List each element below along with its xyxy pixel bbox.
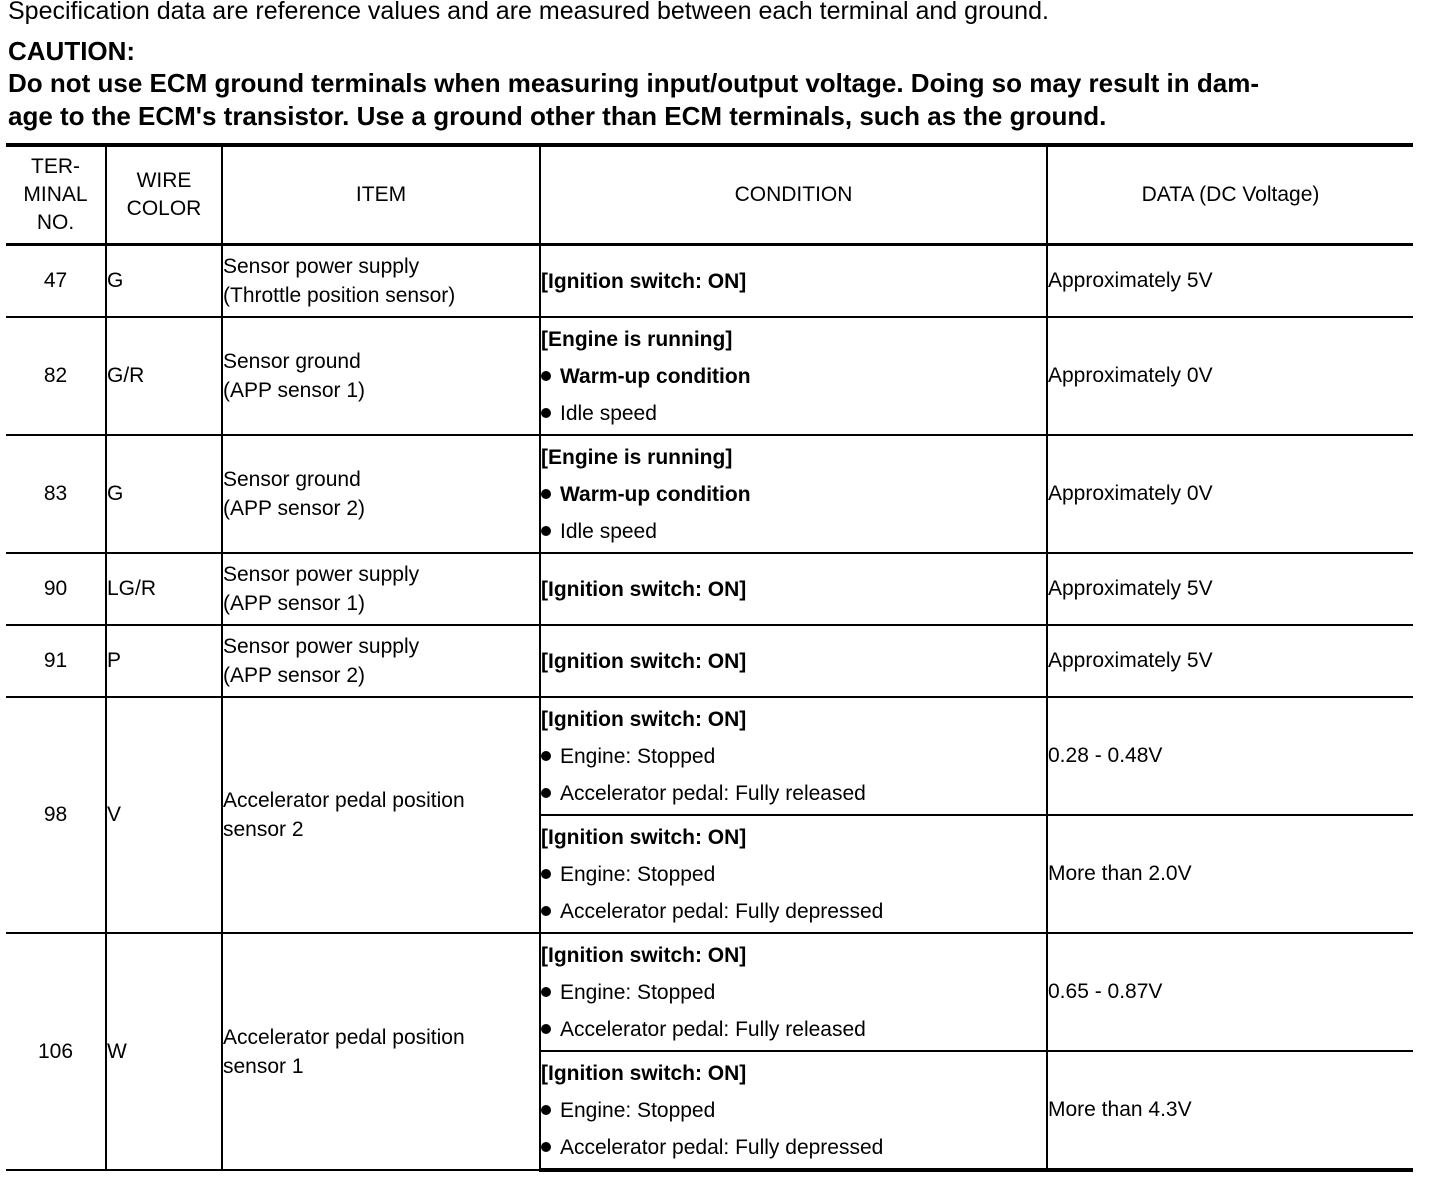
bullet-dot-icon [541, 1105, 551, 1115]
condition-heading: [Ignition switch: ON] [541, 269, 747, 293]
terminal-no-cell: 82 [6, 317, 106, 435]
condition-bullet-text: Accelerator pedal: Fully depressed [560, 899, 884, 923]
condition-bullet-text: Accelerator pedal: Fully released [560, 781, 866, 805]
item-cell [222, 625, 540, 697]
bullet-dot-icon [541, 1024, 551, 1034]
bullet-dot-icon [541, 906, 551, 916]
wire-color-cell: W [106, 933, 222, 1170]
table-row [6, 317, 1413, 435]
bullet-dot-icon [541, 788, 551, 798]
condition-bullet-text: Accelerator pedal: Fully depressed [560, 1135, 884, 1159]
bullet-dot-icon [541, 526, 551, 536]
item-line: (APP sensor 2) [223, 497, 366, 520]
data-voltage-cell: Approximately 0V [1047, 317, 1413, 435]
wire-color-cell: G [106, 435, 222, 553]
item-line: (APP sensor 2) [223, 664, 366, 687]
item-line: Sensor ground [223, 468, 361, 491]
condition-bullet-text: Engine: Stopped [560, 862, 716, 886]
terminal-spec-table [6, 143, 1413, 1172]
condition-bullet-text: Warm-up condition [560, 482, 751, 506]
condition-cell [540, 317, 1047, 435]
header-terminal-no: TER- MINAL NO. [6, 145, 106, 245]
condition-heading: [Ignition switch: ON] [541, 649, 747, 673]
terminal-no-cell: 47 [6, 245, 106, 318]
item-cell [222, 553, 540, 625]
condition-cell [540, 625, 1047, 697]
item-cell [222, 245, 540, 318]
table-header-row [6, 145, 1413, 245]
condition-cell [540, 697, 1047, 815]
bullet-dot-icon [541, 408, 551, 418]
data-voltage-cell: Approximately 5V [1047, 245, 1413, 318]
condition-heading: [Ignition switch: ON] [541, 943, 747, 967]
condition-bullet-text: Warm-up condition [560, 364, 751, 388]
condition-bullet-text: Idle speed [560, 401, 657, 425]
condition-cell [540, 435, 1047, 553]
condition-bullet [541, 476, 1046, 513]
condition-bullet [541, 738, 1046, 775]
item-line: (Throttle position sensor) [223, 284, 456, 307]
item-line: (APP sensor 1) [223, 592, 366, 615]
condition-bullet [541, 395, 1046, 432]
condition-heading: [Ignition switch: ON] [541, 707, 747, 731]
condition-bullet [541, 513, 1046, 550]
caution-line-2: age to the ECM's transistor. Use a ground other than ECM terminals, such as the ground. [8, 101, 1107, 131]
condition-bullet [541, 856, 1046, 893]
data-voltage-cell: More than 4.3V [1047, 1051, 1413, 1170]
condition-bullet [541, 974, 1046, 1011]
bullet-dot-icon [541, 751, 551, 761]
bullet-dot-icon [541, 1142, 551, 1152]
condition-heading: [Ignition switch: ON] [541, 1061, 747, 1085]
condition-bullet [541, 775, 1046, 812]
item-line: Sensor power supply [223, 255, 420, 278]
data-voltage-cell: Approximately 0V [1047, 435, 1413, 553]
bullet-dot-icon [541, 489, 551, 499]
condition-bullet-text: Idle speed [560, 519, 657, 543]
condition-heading: [Ignition switch: ON] [541, 577, 747, 601]
terminal-no-cell: 90 [6, 553, 106, 625]
data-voltage-cell: Approximately 5V [1047, 625, 1413, 697]
wire-color-cell: V [106, 697, 222, 933]
wire-color-cell: LG/R [106, 553, 222, 625]
data-voltage-cell: More than 2.0V [1047, 815, 1413, 933]
table-row [6, 697, 1413, 815]
intro-text: Specification data are reference values and are measured between each terminal and ground. [8, 0, 1049, 25]
condition-bullet [541, 893, 1046, 930]
header-data: DATA (DC Voltage) [1047, 145, 1413, 245]
table-row [6, 625, 1413, 697]
item-line: Sensor power supply [223, 563, 420, 586]
condition-bullet-text: Engine: Stopped [560, 744, 716, 768]
wire-color-cell: G [106, 245, 222, 318]
terminal-no-cell: 91 [6, 625, 106, 697]
item-cell [222, 697, 540, 933]
data-voltage-cell: 0.28 - 0.48V [1047, 697, 1413, 815]
condition-cell [540, 933, 1047, 1051]
header-wire-color: WIRE COLOR [106, 145, 222, 245]
header-condition: CONDITION [540, 145, 1047, 245]
condition-bullet [541, 1011, 1046, 1048]
caution-title: CAUTION: [8, 36, 136, 66]
item-cell [222, 933, 540, 1170]
item-line: (APP sensor 1) [223, 379, 366, 402]
condition-cell [540, 815, 1047, 933]
data-voltage-cell: 0.65 - 0.87V [1047, 933, 1413, 1051]
item-line: Accelerator pedal position [223, 789, 465, 812]
bullet-dot-icon [541, 371, 551, 381]
item-line: Sensor power supply [223, 635, 420, 658]
table-row [6, 245, 1413, 318]
condition-cell [540, 553, 1047, 625]
caution-line-1: Do not use ECM ground terminals when measuring input/output voltage. Doing so may result in dam- [8, 68, 1259, 98]
wire-color-cell: P [106, 625, 222, 697]
item-line: Sensor ground [223, 350, 361, 373]
condition-bullet-text: Accelerator pedal: Fully released [560, 1017, 866, 1041]
condition-cell [540, 1051, 1047, 1170]
condition-heading: [Ignition switch: ON] [541, 825, 747, 849]
table-row [6, 553, 1413, 625]
item-line: sensor 1 [223, 1054, 304, 1078]
caution-text [8, 67, 1418, 133]
table-row [6, 933, 1413, 1051]
terminal-no-cell: 83 [6, 435, 106, 553]
condition-bullet [541, 1092, 1046, 1129]
header-item: ITEM [222, 145, 540, 245]
bullet-dot-icon [541, 869, 551, 879]
data-voltage-cell: Approximately 5V [1047, 553, 1413, 625]
condition-bullet-text: Engine: Stopped [560, 1098, 716, 1122]
condition-heading: [Engine is running] [541, 327, 733, 351]
condition-bullet [541, 1129, 1046, 1166]
item-cell [222, 317, 540, 435]
condition-bullet-text: Engine: Stopped [560, 980, 716, 1004]
bullet-dot-icon [541, 987, 551, 997]
item-line: sensor 2 [223, 818, 304, 841]
item-cell [222, 435, 540, 553]
table-row [6, 435, 1413, 553]
item-line: Accelerator pedal position [223, 1025, 465, 1049]
terminal-no-cell: 106 [6, 933, 106, 1170]
wire-color-cell: G/R [106, 317, 222, 435]
condition-bullet [541, 358, 1046, 395]
condition-heading: [Engine is running] [541, 445, 733, 469]
condition-cell [540, 245, 1047, 318]
terminal-no-cell: 98 [6, 697, 106, 933]
